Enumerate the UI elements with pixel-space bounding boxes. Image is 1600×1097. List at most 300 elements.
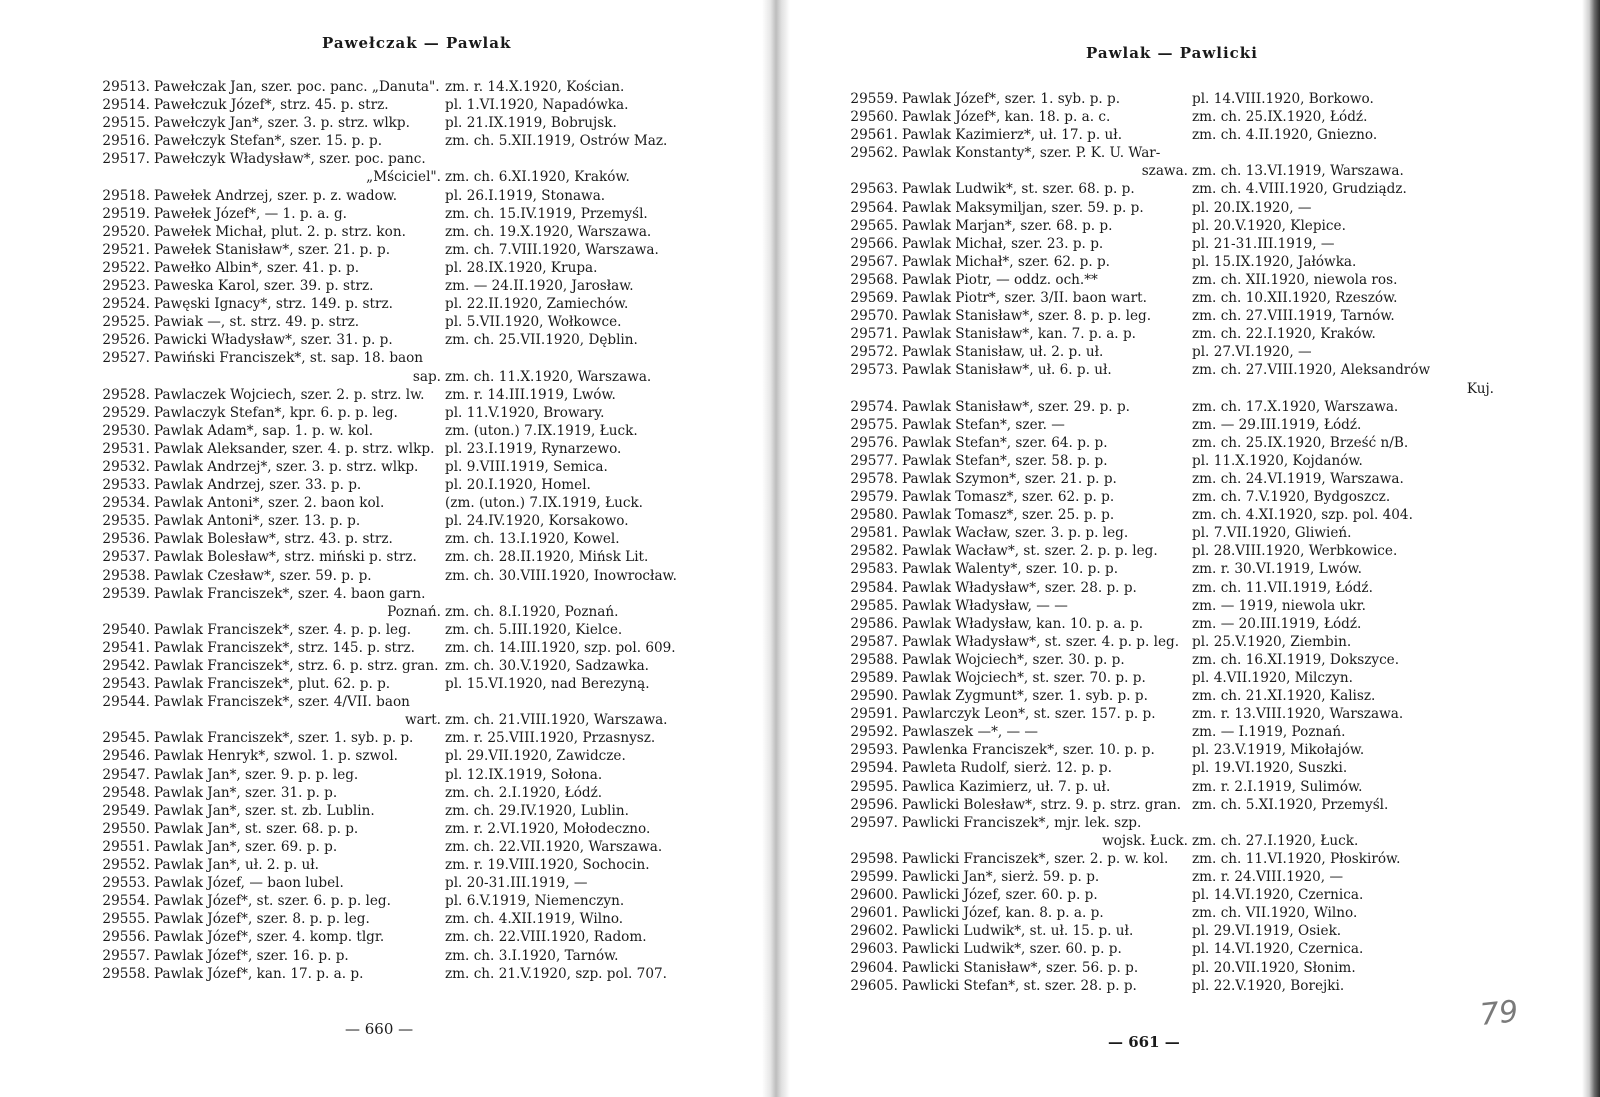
entry-name: Pawicki Władysław*, szer. 31. p. p. xyxy=(154,332,393,349)
entry-number: 29530. xyxy=(102,422,150,439)
entry-name: Pawełczyk Władysław*, szer. poc. panc. xyxy=(154,151,426,168)
entry-row xyxy=(840,108,1480,126)
entry-name: Pawlak Stanisław, uł. 2. p. uł. xyxy=(902,344,1104,361)
entry-fate: pl. 6.V.1919, Niemenczyn. xyxy=(445,893,625,910)
entry-name: Pawlak Jan*, szer. 9. p. p. leg. xyxy=(154,766,359,783)
entry-fate: pl. 25.V.1920, Ziembin. xyxy=(1192,633,1352,650)
entry-row xyxy=(840,904,1480,922)
entry-row xyxy=(92,928,702,946)
entry-number: 29537. xyxy=(102,549,150,566)
entry-fate: zm. ch. 17.X.1920, Warszawa. xyxy=(1192,398,1399,415)
entry-number: 29579. xyxy=(850,489,898,506)
entry-fate: pl. 1.VI.1920, Napadówka. xyxy=(445,97,629,114)
entry-fate: zm. ch. XII.1920, niewola ros. xyxy=(1192,271,1398,288)
entry-name: Pawęski Ignacy*, strz. 149. p. strz. xyxy=(154,296,393,313)
entry-name: Pawlak Andrzej, szer. 33. p. p. xyxy=(154,477,362,494)
entry-name: szawa. xyxy=(1141,163,1188,180)
entry-number: 29586. xyxy=(850,615,898,632)
entry-number: 29584. xyxy=(850,579,898,596)
entry-name: „Mściciel". xyxy=(366,169,441,186)
entry-fate: zm. ch. 6.XI.1920, Kraków. xyxy=(445,169,630,186)
entry-name: Pawlak Stanisław*, szer. 8. p. p. leg. xyxy=(902,308,1152,325)
entry-name: Pawlicki Stefan*, st. szer. 28. p. p. xyxy=(902,977,1137,994)
entry-row xyxy=(840,217,1480,235)
entry-row xyxy=(92,892,702,910)
entry-number: 29568. xyxy=(850,271,898,288)
entry-number: 29550. xyxy=(102,820,150,837)
right-entry-list xyxy=(840,90,1494,995)
handwritten-note: 79 xyxy=(1478,994,1520,1033)
entry-name: Pawlak Zygmunt*, szer. 1. syb. p. p. xyxy=(902,688,1148,705)
entry-row xyxy=(840,723,1480,741)
entry-number: 29602. xyxy=(850,923,898,940)
entry-number: 29516. xyxy=(102,133,150,150)
entry-name: Pawlicki Józef, szer. 60. p. p. xyxy=(902,887,1098,904)
entry-name: Pawlicki Bolesław*, strz. 9. p. strz. gran. xyxy=(902,796,1182,813)
entry-row xyxy=(92,476,702,494)
entry-fate: pl. 24.IV.1920, Korsakowo. xyxy=(445,513,629,530)
entry-name: Pawlak Franciszek*, plut. 62. p. p. xyxy=(154,676,391,693)
entry-fate: zm. r. 14.III.1919, Lwów. xyxy=(445,386,616,403)
entry-name: Pawlak Franciszek*, strz. 145. p. strz. xyxy=(154,639,415,656)
entry-fate: zm. r. 13.VIII.1920, Warszawa. xyxy=(1192,706,1404,723)
entry-name: Pawlak Wojciech*, st. szer. 70. p. p. xyxy=(902,670,1146,686)
entry-name: Poznań. xyxy=(387,603,441,620)
entry-fate: zm. ch. 28.II.1920, Mińsk Lit. xyxy=(445,549,649,566)
entry-row xyxy=(92,965,702,983)
entry-row xyxy=(840,307,1480,325)
entry-number: 29517. xyxy=(102,151,150,168)
entry-name: Pawełczak Jan, szer. poc. panc. „Danuta". xyxy=(154,79,440,95)
entry-number: 29521. xyxy=(102,241,150,258)
entry-fate: pl. 20.VII.1920, Słonim. xyxy=(1192,959,1356,976)
entry-row xyxy=(92,440,702,458)
entry-number: 29529. xyxy=(102,404,150,421)
entry-fate: pl. 23.V.1919, Mikołajów. xyxy=(1192,742,1365,759)
entry-fate: pl. 21.IX.1919, Bobrujsk. xyxy=(445,115,617,132)
entry-name: Pawlicki Stanisław*, szer. 56. p. p. xyxy=(902,959,1139,976)
entry-row xyxy=(840,452,1480,470)
entry-number: 29545. xyxy=(102,730,150,747)
entry-fate: pl. 11.X.1920, Kojdanów. xyxy=(1192,452,1363,469)
entry-name: Pawełek Józef*, — 1. p. a. g. xyxy=(154,205,347,222)
entry-fate: zm. ch. 25.IX.1920, Łódź. xyxy=(1192,109,1368,126)
entry-fate: pl. 20.IX.1920, — xyxy=(1192,199,1312,216)
entry-row xyxy=(92,567,702,585)
entry-row xyxy=(92,820,702,838)
entry-fate: zm. — 20.III.1919, Łódź. xyxy=(1192,615,1362,632)
entry-number: 29585. xyxy=(850,597,898,614)
entry-name: Pawlak Władysław*, szer. 28. p. p. xyxy=(902,579,1137,596)
entry-name: Pawełczyk Jan*, szer. 3. p. strz. wlkp. xyxy=(154,115,410,132)
entry-number: 29594. xyxy=(850,760,898,777)
entry-name: Pawiński Franciszek*, st. sap. 18. baon xyxy=(154,350,424,367)
entry-name: Pawlak Franciszek*, strz. 6. p. strz. gran. xyxy=(154,658,439,674)
entry-name: Pawełczuk Józef*, strz. 45. p. strz. xyxy=(154,97,389,114)
entry-number: 29519. xyxy=(102,205,150,222)
entry-name: Pawlak Józef*, st. szer. 6. p. p. leg. xyxy=(154,893,391,910)
entry-number: 29531. xyxy=(102,440,150,457)
entry-row xyxy=(92,205,702,223)
entry-fate: zm. ch. 30.V.1920, Sadzawka. xyxy=(445,658,650,674)
entry-number: 29571. xyxy=(850,326,898,343)
entry-name: Pawlak Marjan*, szer. 68. p. p. xyxy=(902,217,1113,234)
entry-fate: pl. 9.VIII.1919, Semica. xyxy=(445,458,608,475)
entry-continuation-row xyxy=(92,368,702,386)
entry-name: Pawlak Józef, — baon lubel. xyxy=(154,875,344,892)
entry-row xyxy=(840,922,1480,940)
entry-row xyxy=(840,126,1480,144)
entry-name: Pawlak Walenty*, szer. 10. p. p. xyxy=(902,561,1119,578)
entry-number: 29598. xyxy=(850,850,898,867)
entry-fate: zm. ch. 5.III.1920, Kielce. xyxy=(445,621,623,638)
entry-name: Pawlak Michał, szer. 23. p. p. xyxy=(902,235,1104,252)
entry-name: Pawlak Stefan*, szer. 58. p. p. xyxy=(902,452,1108,469)
entry-fate: zm. ch. 13.I.1920, Kowel. xyxy=(445,531,620,548)
entry-name: sap. xyxy=(412,368,441,385)
entry-name: Pawlarczyk Leon*, st. szer. 157. p. p. xyxy=(902,706,1156,723)
entry-number: 29572. xyxy=(850,344,898,361)
entry-name: Pawlak Jan*, st. szer. 68. p. p. xyxy=(154,820,359,837)
entry-row xyxy=(92,78,702,96)
entry-fate: zm. ch. 25.VII.1920, Dęblin. xyxy=(445,332,638,349)
entry-row xyxy=(840,199,1480,217)
entry-fate: pl. 7.VII.1920, Gliwień. xyxy=(1192,525,1352,542)
entry-fate: zm. ch. 11.VII.1919, Łódź. xyxy=(1192,579,1373,596)
entry-number: 29583. xyxy=(850,561,898,578)
entry-name: Pawlak Stefan*, szer. 64. p. p. xyxy=(902,434,1108,451)
entry-row xyxy=(840,416,1480,434)
entry-number: 29601. xyxy=(850,905,898,922)
entry-row xyxy=(92,675,702,693)
entry-number: 29566. xyxy=(850,235,898,252)
right-page xyxy=(790,0,1570,1097)
entry-name: Pawlak Władysław, — — xyxy=(902,597,1068,614)
entry-fate: zm. ch. 4.II.1920, Gniezno. xyxy=(1192,127,1378,144)
entry-row xyxy=(840,651,1480,669)
entry-fate: (zm. (uton.) 7.IX.1919, Łuck. xyxy=(445,495,643,512)
entry-fate: zm. ch. 3.I.1920, Tarnów. xyxy=(445,947,619,964)
entry-fate: zm. ch. 22.VII.1920, Warszawa. xyxy=(445,838,663,855)
entry-name: Pawlak Bolesław*, strz. miński p. strz. xyxy=(154,549,417,566)
entry-name: Pawlak Aleksander, szer. 4. p. strz. wlkp. xyxy=(154,440,435,457)
entry-row xyxy=(840,90,1480,108)
entry-row xyxy=(92,784,702,802)
right-running-head: Pawlak — Pawlicki xyxy=(1086,44,1258,62)
entry-row xyxy=(840,597,1480,615)
entry-row xyxy=(840,524,1480,542)
entry-number: 29555. xyxy=(102,911,150,928)
entry-fate: zm. r. 2.I.1919, Sulimów. xyxy=(1192,778,1363,795)
entry-name: Pawlak Stanisław*, uł. 6. p. uł. xyxy=(902,362,1112,379)
entry-row xyxy=(92,639,702,657)
entry-name: Pawlak Franciszek*, szer. 1. syb. p. p. xyxy=(154,730,414,747)
entry-name: Pawlicki Franciszek*, mjr. lek. szp. xyxy=(902,814,1142,831)
entry-number: 29532. xyxy=(102,458,150,475)
entry-row xyxy=(92,838,702,856)
entry-fate: pl. 27.VI.1920, — xyxy=(1192,344,1312,361)
entry-number: 29597. xyxy=(850,814,898,831)
entry-continuation-row xyxy=(92,603,702,621)
entry-name: Pawlicki Franciszek*, szer. 2. p. w. kol. xyxy=(902,850,1169,867)
entry-row xyxy=(840,814,1480,832)
entry-number: 29563. xyxy=(850,181,898,198)
entry-number: 29578. xyxy=(850,470,898,487)
entry-name: Pawlak Bolesław*, strz. 43. p. strz. xyxy=(154,531,393,548)
left-page xyxy=(0,0,770,1097)
entry-fate: zm. ch. 14.III.1920, szp. pol. 609. xyxy=(445,639,676,656)
entry-row xyxy=(840,361,1480,379)
entry-continuation-row xyxy=(840,380,1494,398)
entry-fate: zm. ch. 10.XII.1920, Rzeszów. xyxy=(1192,290,1398,307)
entry-number: 29549. xyxy=(102,802,150,819)
entry-name: Pawlica Kazimierz, uł. 7. p. uł. xyxy=(902,778,1111,795)
entry-fate: pl. 4.VII.1920, Milczyn. xyxy=(1192,670,1353,686)
entry-row xyxy=(840,144,1480,162)
entry-number: 29547. xyxy=(102,766,150,783)
entry-row xyxy=(840,289,1480,307)
entry-number: 29582. xyxy=(850,543,898,560)
entry-row xyxy=(840,850,1480,868)
entry-fate: zm. ch. 27.I.1920, Łuck. xyxy=(1192,832,1359,849)
entry-number: 29520. xyxy=(102,223,150,240)
entry-fate: pl. 20-31.III.1919, — xyxy=(445,875,588,892)
entry-fate: pl. 28.IX.1920, Krupa. xyxy=(445,259,598,276)
right-page-number: — 661 — xyxy=(1108,1033,1180,1051)
entry-fate: pl. 20.I.1920, Homel. xyxy=(445,477,591,494)
entry-number: 29515. xyxy=(102,115,150,132)
entry-number: 29514. xyxy=(102,97,150,114)
entry-name: Pawlak Jan*, szer. 31. p. p. xyxy=(154,784,338,801)
entry-number: 29567. xyxy=(850,253,898,270)
entry-number: 29590. xyxy=(850,688,898,705)
entry-name: Paweska Karol, szer. 39. p. strz. xyxy=(154,278,374,295)
entry-row xyxy=(840,253,1480,271)
entry-row xyxy=(92,223,702,241)
entry-row xyxy=(840,542,1480,560)
entry-number: 29596. xyxy=(850,796,898,813)
entry-number: 29605. xyxy=(850,977,898,994)
entry-row xyxy=(840,977,1480,995)
entry-number: 29557. xyxy=(102,947,150,964)
entry-name: Pawlak Piotr, — oddz. och.** xyxy=(902,271,1098,288)
entry-number: 29552. xyxy=(102,857,150,874)
entry-fate: pl. 29.VII.1920, Zawidcze. xyxy=(445,748,626,765)
entry-row xyxy=(840,886,1480,904)
entry-row xyxy=(840,235,1480,253)
entry-number: 29577. xyxy=(850,452,898,469)
entry-fate: zm. ch. 8.I.1920, Poznań. xyxy=(445,603,619,620)
entry-number: 29542. xyxy=(102,658,150,674)
entry-number: 29576. xyxy=(850,434,898,451)
entry-number: 29536. xyxy=(102,531,150,548)
entry-continuation-row xyxy=(92,168,702,186)
entry-name: Pawlak Maksymiljan, szer. 59. p. p. xyxy=(902,199,1144,216)
entry-number: 29533. xyxy=(102,477,150,494)
entry-fate: zm. — 24.II.1920, Jarosław. xyxy=(445,278,634,295)
entry-fate: zm. r. 30.VI.1919, Lwów. xyxy=(1192,561,1362,578)
entry-name: Pawlak Franciszek*, szer. 4. p. p. leg. xyxy=(154,621,412,638)
entry-number: 29603. xyxy=(850,941,898,958)
entry-name: Pawlak Szymon*, szer. 21. p. p. xyxy=(902,470,1117,487)
entry-number: 29546. xyxy=(102,748,150,765)
entry-number: 29604. xyxy=(850,959,898,976)
entry-number: 29553. xyxy=(102,875,150,892)
entry-fate: pl. 26.I.1919, Stonawa. xyxy=(445,187,606,204)
entry-name: Pawlak Adam*, sap. 1. p. w. kol. xyxy=(154,422,374,439)
entry-row xyxy=(92,512,702,530)
entry-fate: pl. 21-31.III.1919, — xyxy=(1192,235,1335,252)
entry-number: 29588. xyxy=(850,651,898,668)
entry-row xyxy=(840,434,1480,452)
entry-name: Pawlak Józef*, kan. 18. p. a. c. xyxy=(902,109,1111,126)
left-running-head: Pawełczak — Pawlak xyxy=(322,34,512,52)
entry-name: Pawlak Wojciech*, szer. 30. p. p. xyxy=(902,651,1125,668)
entry-row xyxy=(840,506,1480,524)
entry-name: Pawlak Czesław*, szer. 59. p. p. xyxy=(154,567,372,584)
entry-name: Pawlicki Józef, kan. 8. p. a. p. xyxy=(902,905,1104,922)
entry-row xyxy=(840,940,1480,958)
entry-number: 29534. xyxy=(102,495,150,512)
entry-name: Pawlak Wacław*, st. szer. 2. p. p. leg. xyxy=(902,543,1158,560)
entry-name: Pawełek Michał, plut. 2. p. strz. kon. xyxy=(154,223,406,240)
entry-fate: pl. 15.IX.1920, Jałówka. xyxy=(1192,253,1357,270)
entry-number: 29564. xyxy=(850,199,898,216)
entry-name: Pawełek Andrzej, szer. p. z. wadow. xyxy=(154,187,398,204)
entry-name: Pawlak Andrzej*, szer. 3. p. strz. wlkp. xyxy=(154,458,419,475)
entry-number: 29528. xyxy=(102,386,150,403)
entry-fate: zm. ch. 11.X.1920, Warszawa. xyxy=(445,368,652,385)
entry-fate: pl. 14.VI.1920, Czernica. xyxy=(1192,941,1364,958)
entry-row xyxy=(840,796,1480,814)
entry-fate: pl. 23.I.1919, Rynarzewo. xyxy=(445,440,622,457)
entry-number: 29551. xyxy=(102,838,150,855)
entry-name: Pawlak Józef*, szer. 8. p. p. leg. xyxy=(154,911,370,928)
entry-fate: zm. — 29.III.1919, Łódź. xyxy=(1192,416,1362,433)
entry-row xyxy=(92,241,702,259)
entry-fate: pl. 15.VI.1920, nad Berezyną. xyxy=(445,676,650,693)
left-page-number: — 660 — xyxy=(345,1020,414,1038)
entry-number: 29556. xyxy=(102,929,150,946)
entry-number: 29575. xyxy=(850,416,898,433)
entry-row xyxy=(840,615,1480,633)
entry-number: 29600. xyxy=(850,887,898,904)
entry-name: Pawlak Józef*, szer. 4. komp. tlgr. xyxy=(154,929,385,946)
entry-continuation-row xyxy=(92,711,702,729)
entry-row xyxy=(92,277,702,295)
entry-name: Pawlak Tomasz*, szer. 62. p. p. xyxy=(902,489,1115,506)
entry-fate: zm. — 1919, niewola ukr. xyxy=(1192,597,1366,614)
entry-fate: zm. ch. 25.IX.1920, Brześć n/B. xyxy=(1192,434,1409,451)
entry-row xyxy=(840,325,1480,343)
entry-number: 29574. xyxy=(850,398,898,415)
entry-name: Pawlak Henryk*, szwol. 1. p. szwol. xyxy=(154,748,399,765)
entry-name: Pawiak —, st. strz. 49. p. strz. xyxy=(154,314,360,331)
entry-fate: pl. 28.VIII.1920, Werbkowice. xyxy=(1192,543,1398,560)
entry-fate: zm. ch. 27.VIII.1920, Aleksandrów xyxy=(1192,362,1431,379)
entry-row xyxy=(840,579,1480,597)
entry-row xyxy=(840,271,1480,289)
entry-number: 29540. xyxy=(102,621,150,638)
entry-row xyxy=(92,548,702,566)
entry-name: Pawlak Józef*, szer. 16. p. p. xyxy=(154,947,349,964)
entry-fate: zm. ch. 22.VIII.1920, Radom. xyxy=(445,929,647,946)
entry-number: 29573. xyxy=(850,362,898,379)
entry-row xyxy=(840,180,1480,198)
entry-fate: zm. ch. 7.V.1920, Bydgoszcz. xyxy=(1192,489,1391,506)
entry-fate: zm. r. 19.VIII.1920, Sochocin. xyxy=(445,857,650,874)
entry-number: 29541. xyxy=(102,639,150,656)
entry-row xyxy=(92,114,702,132)
left-entry-list xyxy=(92,78,702,983)
entry-fate: zm. r. 2.VI.1920, Mołodeczno. xyxy=(445,820,651,837)
entry-row xyxy=(92,331,702,349)
entry-fate: pl. 11.V.1920, Browary. xyxy=(445,404,605,421)
entry-number: 29562. xyxy=(850,145,898,162)
entry-fate: pl. 20.V.1920, Klepice. xyxy=(1192,217,1346,234)
entry-row xyxy=(92,657,702,675)
entry-row xyxy=(92,766,702,784)
entry-fate: pl. 14.VI.1920, Czernica. xyxy=(1192,887,1364,904)
entry-row xyxy=(840,705,1480,723)
entry-fate: zm. ch. 21.XI.1920, Kalisz. xyxy=(1192,688,1376,705)
entry-number: 29522. xyxy=(102,259,150,276)
entry-fate: zm. ch. 7.VIII.1920, Warszawa. xyxy=(445,241,659,258)
entry-fate: zm. ch. 2.I.1920, Łódź. xyxy=(445,784,603,801)
entry-fate: zm. ch. 16.XI.1919, Dokszyce. xyxy=(1192,651,1400,668)
entry-name: Pawlak Piotr*, szer. 3/II. baon wart. xyxy=(902,290,1147,307)
entry-number: 29581. xyxy=(850,525,898,542)
entry-row xyxy=(840,669,1480,687)
entry-name: Pawlak Tomasz*, szer. 25. p. p. xyxy=(902,507,1115,524)
entry-name: Pawlak Jan*, szer. st. zb. Lublin. xyxy=(154,802,375,819)
entry-row xyxy=(92,874,702,892)
entry-row xyxy=(92,295,702,313)
entry-number: 29565. xyxy=(850,217,898,234)
entry-name: Pawlaczyk Stefan*, kpr. 6. p. p. leg. xyxy=(154,404,398,421)
entry-fate: zm. r. 14.X.1920, Kościan. xyxy=(445,79,625,95)
entry-number: 29543. xyxy=(102,676,150,693)
entry-number: 29599. xyxy=(850,869,898,886)
entry-fate: zm. ch. 29.IV.1920, Lublin. xyxy=(445,802,629,819)
entry-fate: zm. r. 25.VIII.1920, Przasnysz. xyxy=(445,730,656,747)
entry-fate: zm. ch. 15.IV.1919, Przemyśl. xyxy=(445,205,648,222)
entry-fate: pl. 14.VIII.1920, Borkowo. xyxy=(1192,91,1374,107)
entry-row xyxy=(92,693,702,711)
entry-name: Pawlak Jan*, uł. 2. p. uł. xyxy=(154,857,319,874)
entry-name: Pawlak Konstanty*, szer. P. K. U. War- xyxy=(902,145,1161,162)
entry-row xyxy=(92,621,702,639)
entry-fate: Kuj. xyxy=(1466,380,1494,397)
entry-number: 29526. xyxy=(102,332,150,349)
entry-fate: zm. r. 24.VIII.1920, — xyxy=(1192,869,1344,886)
entry-name: Pawlicki Ludwik*, st. uł. 15. p. uł. xyxy=(902,923,1134,940)
entry-continuation-row xyxy=(840,162,1480,180)
entry-fate: zm. ch. 4.VIII.1920, Grudziądz. xyxy=(1192,181,1407,198)
entry-number: 29544. xyxy=(102,694,150,711)
entry-fate: zm. (uton.) 7.IX.1919, Łuck. xyxy=(445,422,638,439)
entry-row xyxy=(840,759,1480,777)
entry-row xyxy=(840,741,1480,759)
entry-row xyxy=(92,802,702,820)
entry-number: 29587. xyxy=(850,633,898,650)
entry-number: 29593. xyxy=(850,742,898,759)
entry-fate: zm. ch. 13.VI.1919, Warszawa. xyxy=(1192,163,1404,180)
entry-name: Pawlak Władysław*, st. szer. 4. p. p. leg. xyxy=(902,633,1180,650)
entry-fate: zm. ch. 21.V.1920, szp. pol. 707. xyxy=(445,965,667,982)
entry-fate: zm. ch. 11.VI.1920, Płoskirów. xyxy=(1192,850,1401,867)
entry-row xyxy=(92,729,702,747)
